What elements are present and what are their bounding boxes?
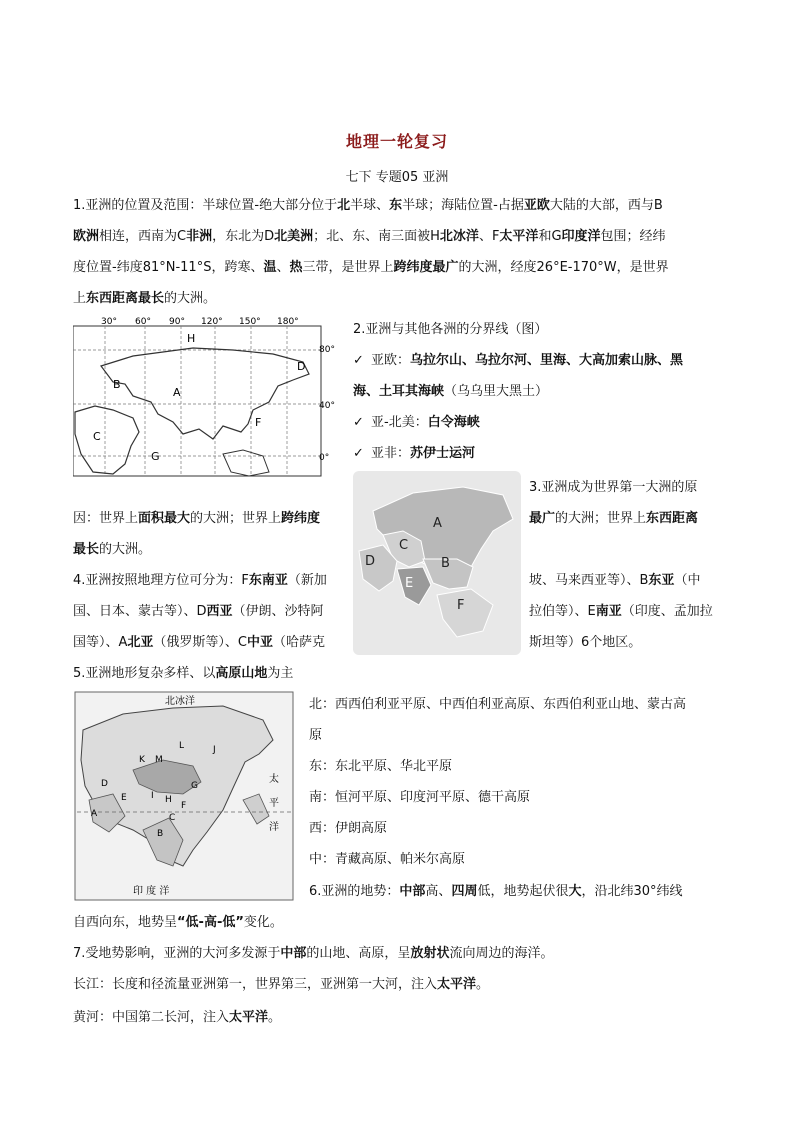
s5-south: 南：恒河平原、印度河平原、德干高原: [309, 790, 531, 805]
ocean-label: 洋: [269, 822, 279, 833]
lon-label: 30°: [101, 317, 117, 327]
s2-heading: 2.亚洲与其他各洲的分界线（图）: [353, 322, 548, 337]
check-icon: ✓: [353, 353, 364, 368]
asia-location-map: [73, 314, 345, 480]
s7-line1: 7.受地势影响，亚洲的大河多发源于中部的山地、高原，呈放射状流向周边的海洋。: [73, 946, 554, 961]
region-label: C: [399, 538, 409, 553]
s5-north2: 原: [309, 728, 323, 743]
ocean-label: 太: [269, 774, 279, 785]
region-label: D: [365, 554, 376, 569]
terrain-letter: L: [179, 741, 185, 751]
terrain-letter: I: [151, 791, 154, 801]
lat-label: 80°: [319, 345, 335, 355]
s7-huanghe: 黄河：中国第二长河，注入太平洋。: [73, 1010, 282, 1025]
ocean-label: 平: [269, 798, 279, 809]
s3-left2: 因：世界上面积最大的大洲；世界上跨纬度: [73, 511, 321, 526]
region-label: B: [113, 378, 121, 391]
terrain-letter: M: [155, 755, 163, 765]
s2-na-line: ✓ 亚-北美：白令海峡: [353, 415, 480, 430]
s2-af-line: ✓ 亚非：苏伊士运河: [353, 446, 476, 461]
s1-line2: 欧洲相连，西南为C非洲，东北为D北美洲；北、东、南三面被H北冰洋、F太平洋和G印度洋包围；经纬: [73, 229, 666, 244]
s2-eu-line: ✓ 亚欧：乌拉尔山、乌拉尔河、里海、大高加索山脉、黑: [353, 353, 684, 368]
s2-eu-line2: 海、土耳其海峡（乌乌里大黑土）: [353, 384, 549, 399]
terrain-letter: H: [165, 795, 172, 805]
terrain-letter: E: [121, 793, 127, 803]
s4-right3: 斯坦等）6个地区。: [529, 635, 642, 650]
s6-line1: 6.亚洲的地势：中部高、四周低，地势起伏很大，沿北纬30°纬线: [309, 884, 683, 899]
s7-changjiang: 长江：长度和径流量亚洲第一，世界第三，亚洲第一大河，注入太平洋。: [73, 977, 490, 992]
lon-label: 90°: [169, 317, 185, 327]
s4-left3: 国等）、A北亚（俄罗斯等）、C中亚（哈萨克: [73, 635, 326, 650]
s5-north1: 北：西西伯利亚平原、中西伯利亚高原、东西伯利亚山地、蒙古高: [309, 697, 687, 712]
region-label: D: [297, 360, 306, 373]
asia-terrain-map: [73, 690, 295, 904]
check-icon: ✓: [353, 446, 364, 461]
region-label: B: [441, 556, 450, 571]
region-label: A: [173, 386, 181, 399]
s3-right1: 3.亚洲成为世界第一大洲的原: [529, 480, 698, 495]
s3-left3: 最长的大洲。: [73, 542, 152, 557]
region-label: F: [457, 598, 465, 613]
ocean-label: 印 度 洋: [133, 886, 170, 897]
terrain-letter: D: [101, 779, 108, 789]
page-title: 地理一轮复习: [345, 132, 448, 151]
check-icon: ✓: [353, 415, 364, 430]
terrain-letter: C: [169, 813, 176, 823]
lon-label: 150°: [239, 317, 261, 327]
s5-west: 西：伊朗高原: [309, 821, 388, 836]
terrain-letter: F: [181, 801, 187, 811]
lon-label: 60°: [135, 317, 151, 327]
s6-line2: 自西向东，地势呈“低-高-低”变化。: [73, 915, 283, 930]
terrain-letter: G: [191, 781, 198, 791]
s1-line4: 上东西距离最长的大洲。: [73, 291, 217, 306]
s1-line3: 度位置-纬度81°N-11°S，跨寒、温、热三带，是世界上跨纬度最广的大洲，经度26°E-170°W，是世界: [73, 260, 669, 275]
s4-left1: 4.亚洲按照地理方位可分为：F东南亚（新加: [73, 573, 327, 588]
terrain-letter: B: [157, 829, 164, 839]
lon-label: 120°: [201, 317, 223, 327]
region-label: F: [255, 416, 262, 429]
s4-left2: 国、日本、蒙古等）、D西亚（伊朗、沙特阿: [73, 604, 324, 619]
asia-regions-map: [353, 471, 521, 655]
lat-label: 0°: [319, 453, 330, 463]
region-label: H: [187, 332, 196, 345]
s5-center: 中：青藏高原、帕米尔高原: [309, 852, 466, 867]
s3-right2: 最广的大洲；世界上东西距离: [529, 511, 699, 526]
terrain-letter: K: [139, 755, 145, 765]
s4-right1: 坡、马来西亚等）、B东亚（中: [529, 573, 701, 588]
lat-label: 40°: [319, 401, 335, 411]
ocean-label: 北冰洋: [165, 696, 195, 707]
s5-east: 东：东北平原、华北平原: [309, 759, 453, 774]
region-label: G: [151, 450, 160, 463]
region-label: A: [433, 516, 442, 531]
s5-heading: 5.亚洲地形复杂多样、以高原山地为主: [73, 666, 294, 681]
terrain-letter: J: [213, 745, 216, 755]
page-subtitle: 七下 专题05 亚洲: [345, 170, 449, 185]
s1-line1: 1.亚洲的位置及范围：半球位置-绝大部分位于北半球、东半球；海陆位置-占据亚欧大陆的大部，西与B: [73, 198, 663, 213]
region-label: C: [93, 430, 101, 443]
region-label: E: [405, 576, 414, 591]
s4-right2: 拉伯等）、E南亚（印度、孟加拉: [529, 604, 713, 619]
terrain-letter: A: [91, 809, 98, 819]
lon-label: 180°: [277, 317, 299, 327]
